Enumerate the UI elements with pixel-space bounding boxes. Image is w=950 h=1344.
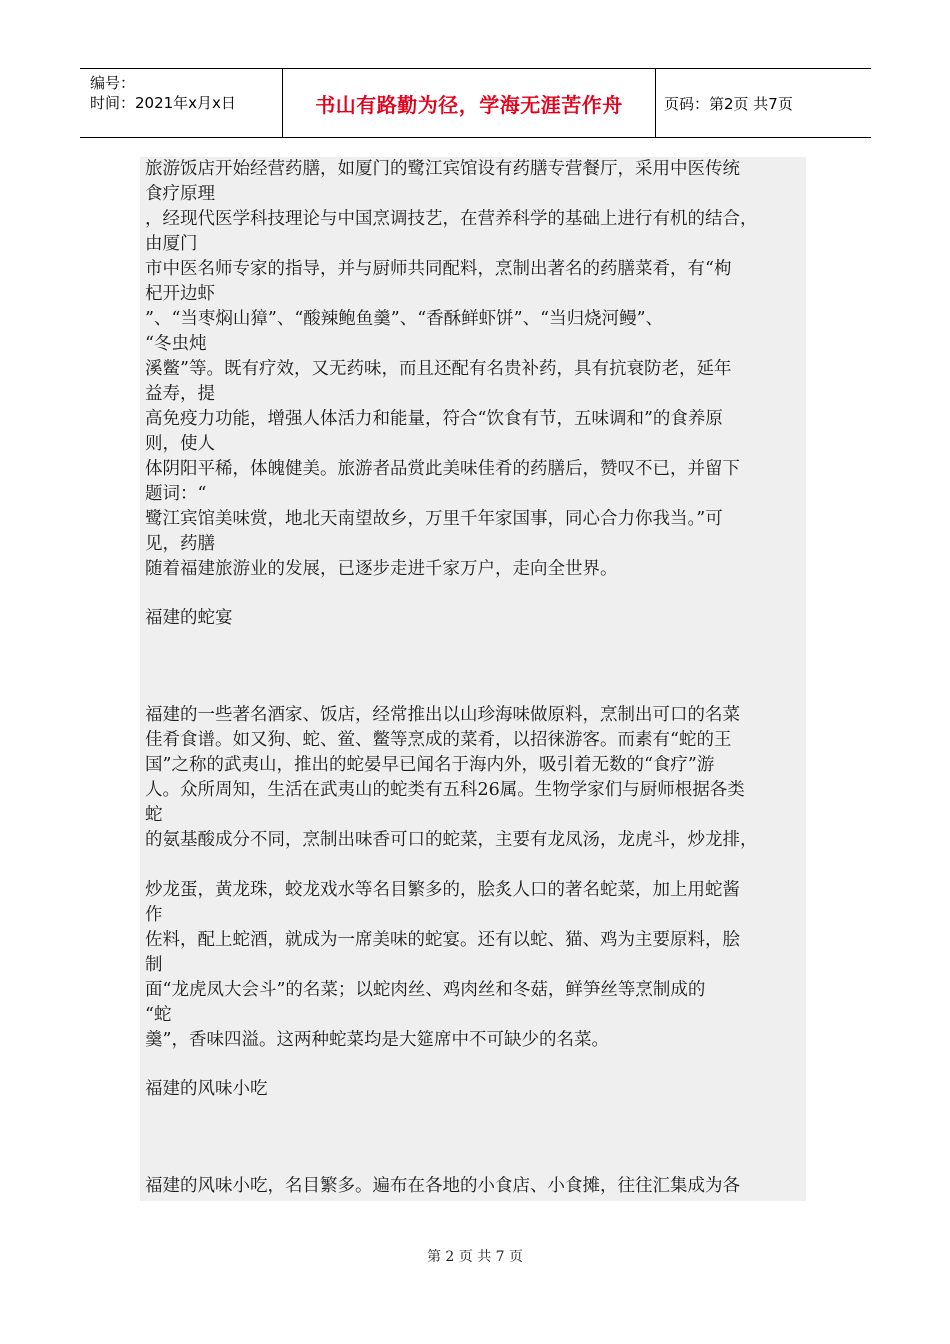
blank-line <box>145 582 806 606</box>
text-line: 福建的一些著名酒家、饭店，经常推出以山珍海味做原料，烹制出可口的名菜 <box>145 705 740 725</box>
blank-line <box>145 1053 806 1077</box>
text-line <box>145 853 806 878</box>
text-line: 佐料，配上蛇酒，就成为一席美味的蛇宴。还有以蛇、猫、鸡为主要原料，脍 <box>145 930 740 950</box>
header-meta <box>80 69 283 137</box>
text-line: ”、“当枣焖山獐”、“酸辣鲍鱼羹”、“香酥鲜虾饼”、“当归烧河鳗”、 <box>145 309 664 329</box>
text-line: ，经现代医学科技理论与中国烹调技艺，在营养科学的基础上进行有机的结合， <box>145 209 758 229</box>
paragraph-snake-banquet <box>145 703 806 1053</box>
text-line: 市中医名师专家的指导，并与厨师共同配料，烹制出著名的药膳菜肴，有“枸 <box>145 259 732 279</box>
blank-space <box>145 631 806 703</box>
text-line: 制 <box>145 955 163 975</box>
heading-local-snacks: 福建的风味小吃 <box>145 1079 268 1099</box>
text-line: 羹”，香味四溢。这两种蛇菜均是大筵席中不可缺少的名菜。 <box>145 1030 609 1050</box>
text-line: 高免疫力功能，增强人体活力和能量，符合“饮食有节，五味调和”的食养原 <box>145 409 723 429</box>
header-motto-cell <box>283 69 656 137</box>
text-line: 食疗原理 <box>145 184 215 204</box>
text-line: 炒龙蛋，黄龙珠，蛟龙戏水等名目繁多的，脍炙人口的著名蛇菜，加上用蛇酱 <box>145 880 740 900</box>
page-footer: 第 2 页 共 7 页 <box>426 1249 524 1265</box>
text-line: 由厦门 <box>145 234 198 254</box>
text-line: 国”之称的武夷山，推出的蛇晏早已闻名于海内外，吸引着无数的“食疗”游 <box>145 755 715 775</box>
page-info: 页码：第2页 共7页 <box>664 94 793 113</box>
blank-space <box>145 1102 806 1174</box>
text-line: 益寿，提 <box>145 384 215 404</box>
text-line: 佳肴食谱。如又狗、蛇、鲎、鳖等烹成的菜肴，以招徕游客。而素有“蛇的王 <box>145 730 732 750</box>
paragraph-medicinal-cuisine <box>145 157 806 582</box>
text-line: 题词：“ <box>145 484 207 504</box>
paragraph-local-snacks <box>145 1174 806 1199</box>
text-line: 面“龙虎凤大会斗”的名菜；以蛇肉丝、鸡肉丝和冬菇，鲜笋丝等烹制成的 <box>145 980 706 1000</box>
text-line: 福建的风味小吃，名目繁多。遍布在各地的小食店、小食摊，往往汇集成为各 <box>145 1176 740 1196</box>
text-line: 见，药膳 <box>145 534 215 554</box>
number-label: 编号： <box>90 74 136 92</box>
text-line: “冬虫炖 <box>145 334 207 354</box>
document-body <box>140 157 806 1201</box>
text-line: 旅游饭店开始经营药膳，如厦门的鹭江宾馆设有药膳专营餐厅，采用中医传统 <box>145 159 740 179</box>
motto: 书山有路勤为径，学海无涯苦作舟 <box>315 92 623 117</box>
text-line: 则，使人 <box>145 434 215 454</box>
text-line: 鹭江宾馆美味赏，地北天南望故乡，万里千年家国事，同心合力你我当。”可 <box>145 509 723 529</box>
header-page-cell <box>656 69 871 137</box>
heading-snake-banquet: 福建的蛇宴 <box>145 608 233 628</box>
text-line: 的氨基酸成分不同，烹制出味香可口的蛇菜，主要有龙凤汤，龙虎斗，炒龙排， <box>145 830 758 850</box>
text-line: 作 <box>145 905 163 925</box>
time-label: 时间：2021年x月x日 <box>90 94 236 112</box>
text-line: 杞开边虾 <box>145 284 215 304</box>
text-line: 人。众所周知，生活在武夷山的蛇类有五科26属。生物学家们与厨师根据各类 <box>145 780 745 800</box>
text-line: 体阴阳平稀，体魄健美。旅游者品赏此美味佳肴的药膳后，赞叹不已，并留下 <box>145 459 740 479</box>
text-line: 随着福建旅游业的发展，已逐步走进千家万户，走向全世界。 <box>145 559 618 579</box>
page-header <box>80 68 871 138</box>
text-line: 溪鳖”等。既有疗效，又无药味，而且还配有名贵补药，具有抗衰防老，延年 <box>145 359 732 379</box>
text-line: 蛇 <box>145 805 163 825</box>
text-line: “蛇 <box>145 1005 172 1025</box>
